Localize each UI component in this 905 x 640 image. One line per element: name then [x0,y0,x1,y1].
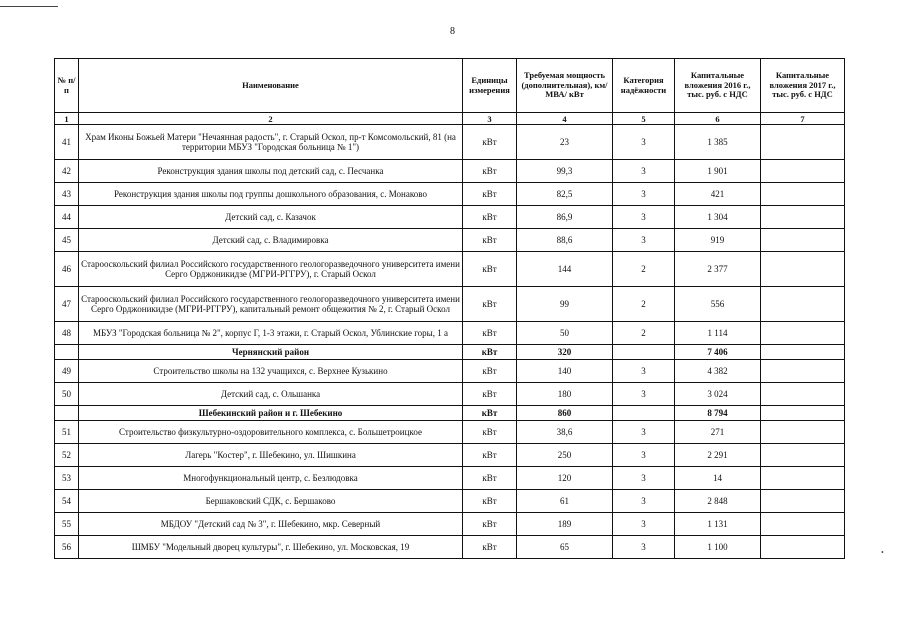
power: 189 [517,513,613,536]
object-name: МБУЗ "Городская больница № 2", корпус Г, 1-3 этажи, г. Старый Оскол, Ублинские горы, 1 а [79,322,463,345]
capex-2017 [761,252,845,287]
unit: кВт [463,467,517,490]
section-capex-2016-total: 8 794 [675,406,761,421]
category: 3 [613,206,675,229]
table-row [55,229,845,252]
empty-cell [55,345,79,360]
capex-2016: 919 [675,229,761,252]
col-header-name: Наименование [79,59,463,113]
capex-2017 [761,287,845,322]
table-row [55,160,845,183]
row-number: 46 [55,252,79,287]
table-row [55,206,845,229]
col-index: 1 [55,113,79,125]
section-capex-2016-total: 7 406 [675,345,761,360]
power: 82,5 [517,183,613,206]
row-number: 41 [55,125,79,160]
power: 250 [517,444,613,467]
object-name: Храм Иконы Божьей Матери "Нечаянная радость", г. Старый Оскол, пр-т Комсомольский, 81 (на территории МБУЗ "Городская больница № 1") [79,125,463,160]
unit: кВт [463,383,517,406]
table-row [55,360,845,383]
col-header-category: Категория надёжности [613,59,675,113]
category: 3 [613,360,675,383]
capex-2016: 3 024 [675,383,761,406]
unit: кВт [463,360,517,383]
category: 2 [613,252,675,287]
object-name: МБДОУ "Детский сад № 3", г. Шебекино, мкр. Северный [79,513,463,536]
capex-2016: 2 377 [675,252,761,287]
object-name: Бершаковский СДК, с. Бершаково [79,490,463,513]
power: 144 [517,252,613,287]
capex-2016: 271 [675,421,761,444]
unit: кВт [463,252,517,287]
table-row [55,421,845,444]
category: 3 [613,467,675,490]
table-row [55,322,845,345]
category: 3 [613,383,675,406]
page-number: 8 [450,26,455,37]
col-header-power: Требуемая мощность (дополнительная), км/ МВА/ кВт [517,59,613,113]
power: 99,3 [517,160,613,183]
top-rule [0,6,58,7]
capex-2016: 1 901 [675,160,761,183]
table-row [55,183,845,206]
capex-2016: 2 291 [675,444,761,467]
power: 140 [517,360,613,383]
object-name: ШМБУ "Модельный дворец культуры", г. Шебекино, ул. Московская, 19 [79,536,463,559]
object-name: Строительство физкультурно-оздоровительного комплекса, с. Большетроицкое [79,421,463,444]
power: 61 [517,490,613,513]
category: 3 [613,536,675,559]
unit: кВт [463,536,517,559]
unit: кВт [463,444,517,467]
col-index: 4 [517,113,613,125]
object-name: Старооскольский филиал Российского государственного геологоразведочного университета имени Серго Орджоникидзе (МГРИ-РГГРУ), г. Старый Оскол [79,252,463,287]
category: 3 [613,229,675,252]
section-unit: кВт [463,345,517,360]
table-row [55,490,845,513]
capex-2017 [761,536,845,559]
row-number: 49 [55,360,79,383]
section-row-shebekinsky [55,406,845,421]
object-name: Детский сад, с. Владимировка [79,229,463,252]
capex-2017 [761,490,845,513]
power: 180 [517,383,613,406]
empty-cell [613,406,675,421]
empty-cell [613,345,675,360]
capex-2017 [761,513,845,536]
unit: кВт [463,125,517,160]
object-name: Многофункциональный центр, с. Безлюдовка [79,467,463,490]
empty-cell [761,406,845,421]
table-row [55,383,845,406]
power: 99 [517,287,613,322]
category: 3 [613,490,675,513]
unit: кВт [463,206,517,229]
capex-2017 [761,206,845,229]
row-number: 53 [55,467,79,490]
category: 3 [613,444,675,467]
table-row [55,252,845,287]
capex-2016: 421 [675,183,761,206]
capex-2016: 1 304 [675,206,761,229]
empty-cell [761,345,845,360]
capex-2016: 1 100 [675,536,761,559]
capex-2017 [761,183,845,206]
object-name: Старооскольский филиал Российского государственного геологоразведочного университета имени Серго Орджоникидзе (МГРИ-РГГРУ), капитальный ремонт общежития № 2, г. Старый Оскол [79,287,463,322]
capital-investments-table [54,58,845,559]
object-name: Строительство школы на 132 учащихся, с. Верхнее Кузькино [79,360,463,383]
row-number: 42 [55,160,79,183]
capex-2016: 1 385 [675,125,761,160]
category: 3 [613,183,675,206]
unit: кВт [463,229,517,252]
capex-2016: 1 131 [675,513,761,536]
power: 88,6 [517,229,613,252]
col-header-capex-2016: Капитальные вложения 2016 г., тыс. руб. с НДС [675,59,761,113]
category: 3 [613,421,675,444]
table-row [55,467,845,490]
capex-2017 [761,360,845,383]
capex-2016: 2 848 [675,490,761,513]
power: 65 [517,536,613,559]
object-name: Реконструкция здания школы под группы дошкольного образования, с. Монаково [79,183,463,206]
power: 50 [517,322,613,345]
category: 2 [613,287,675,322]
unit: кВт [463,490,517,513]
category: 3 [613,513,675,536]
section-power-total: 860 [517,406,613,421]
unit: кВт [463,160,517,183]
margin-mark: • [881,548,884,557]
row-number: 47 [55,287,79,322]
capex-2016: 4 382 [675,360,761,383]
power: 120 [517,467,613,490]
row-number: 51 [55,421,79,444]
table-row [55,444,845,467]
col-index: 5 [613,113,675,125]
col-header-number: № п/п [55,59,79,113]
row-number: 55 [55,513,79,536]
col-index: 2 [79,113,463,125]
object-name: Детский сад, с. Ольшанка [79,383,463,406]
capex-2017 [761,444,845,467]
col-header-capex-2017: Капитальные вложения 2017 г., тыс. руб. с НДС [761,59,845,113]
unit: кВт [463,421,517,444]
unit: кВт [463,322,517,345]
unit: кВт [463,287,517,322]
capex-2017 [761,467,845,490]
row-number: 48 [55,322,79,345]
capex-2017 [761,229,845,252]
empty-cell [55,406,79,421]
section-title: Чернянский район [79,345,463,360]
col-header-unit: Единицы измерения [463,59,517,113]
col-index: 6 [675,113,761,125]
capex-2017 [761,421,845,444]
table-row [55,287,845,322]
row-number: 56 [55,536,79,559]
section-title: Шебекинский район и г. Шебекино [79,406,463,421]
object-name: Лагерь "Костер", г. Шебекино, ул. Шишкина [79,444,463,467]
category: 2 [613,322,675,345]
capex-2016: 556 [675,287,761,322]
capex-2017 [761,125,845,160]
col-index: 7 [761,113,845,125]
capex-2016: 14 [675,467,761,490]
unit: кВт [463,183,517,206]
section-row-chernyansky [55,345,845,360]
object-name: Детский сад, с. Казачок [79,206,463,229]
header-row [55,59,845,113]
table-row [55,536,845,559]
table-row [55,125,845,160]
row-number: 45 [55,229,79,252]
capex-2017 [761,160,845,183]
category: 3 [613,160,675,183]
power: 38,6 [517,421,613,444]
column-index-row [55,113,845,125]
row-number: 50 [55,383,79,406]
row-number: 43 [55,183,79,206]
section-power-total: 320 [517,345,613,360]
power: 86,9 [517,206,613,229]
capex-2016: 1 114 [675,322,761,345]
row-number: 52 [55,444,79,467]
category: 3 [613,125,675,160]
unit: кВт [463,513,517,536]
row-number: 44 [55,206,79,229]
col-index: 3 [463,113,517,125]
capex-2017 [761,322,845,345]
capex-2017 [761,383,845,406]
object-name: Реконструкция здания школы под детский сад, с. Песчанка [79,160,463,183]
row-number: 54 [55,490,79,513]
table-row [55,513,845,536]
power: 23 [517,125,613,160]
section-unit: кВт [463,406,517,421]
